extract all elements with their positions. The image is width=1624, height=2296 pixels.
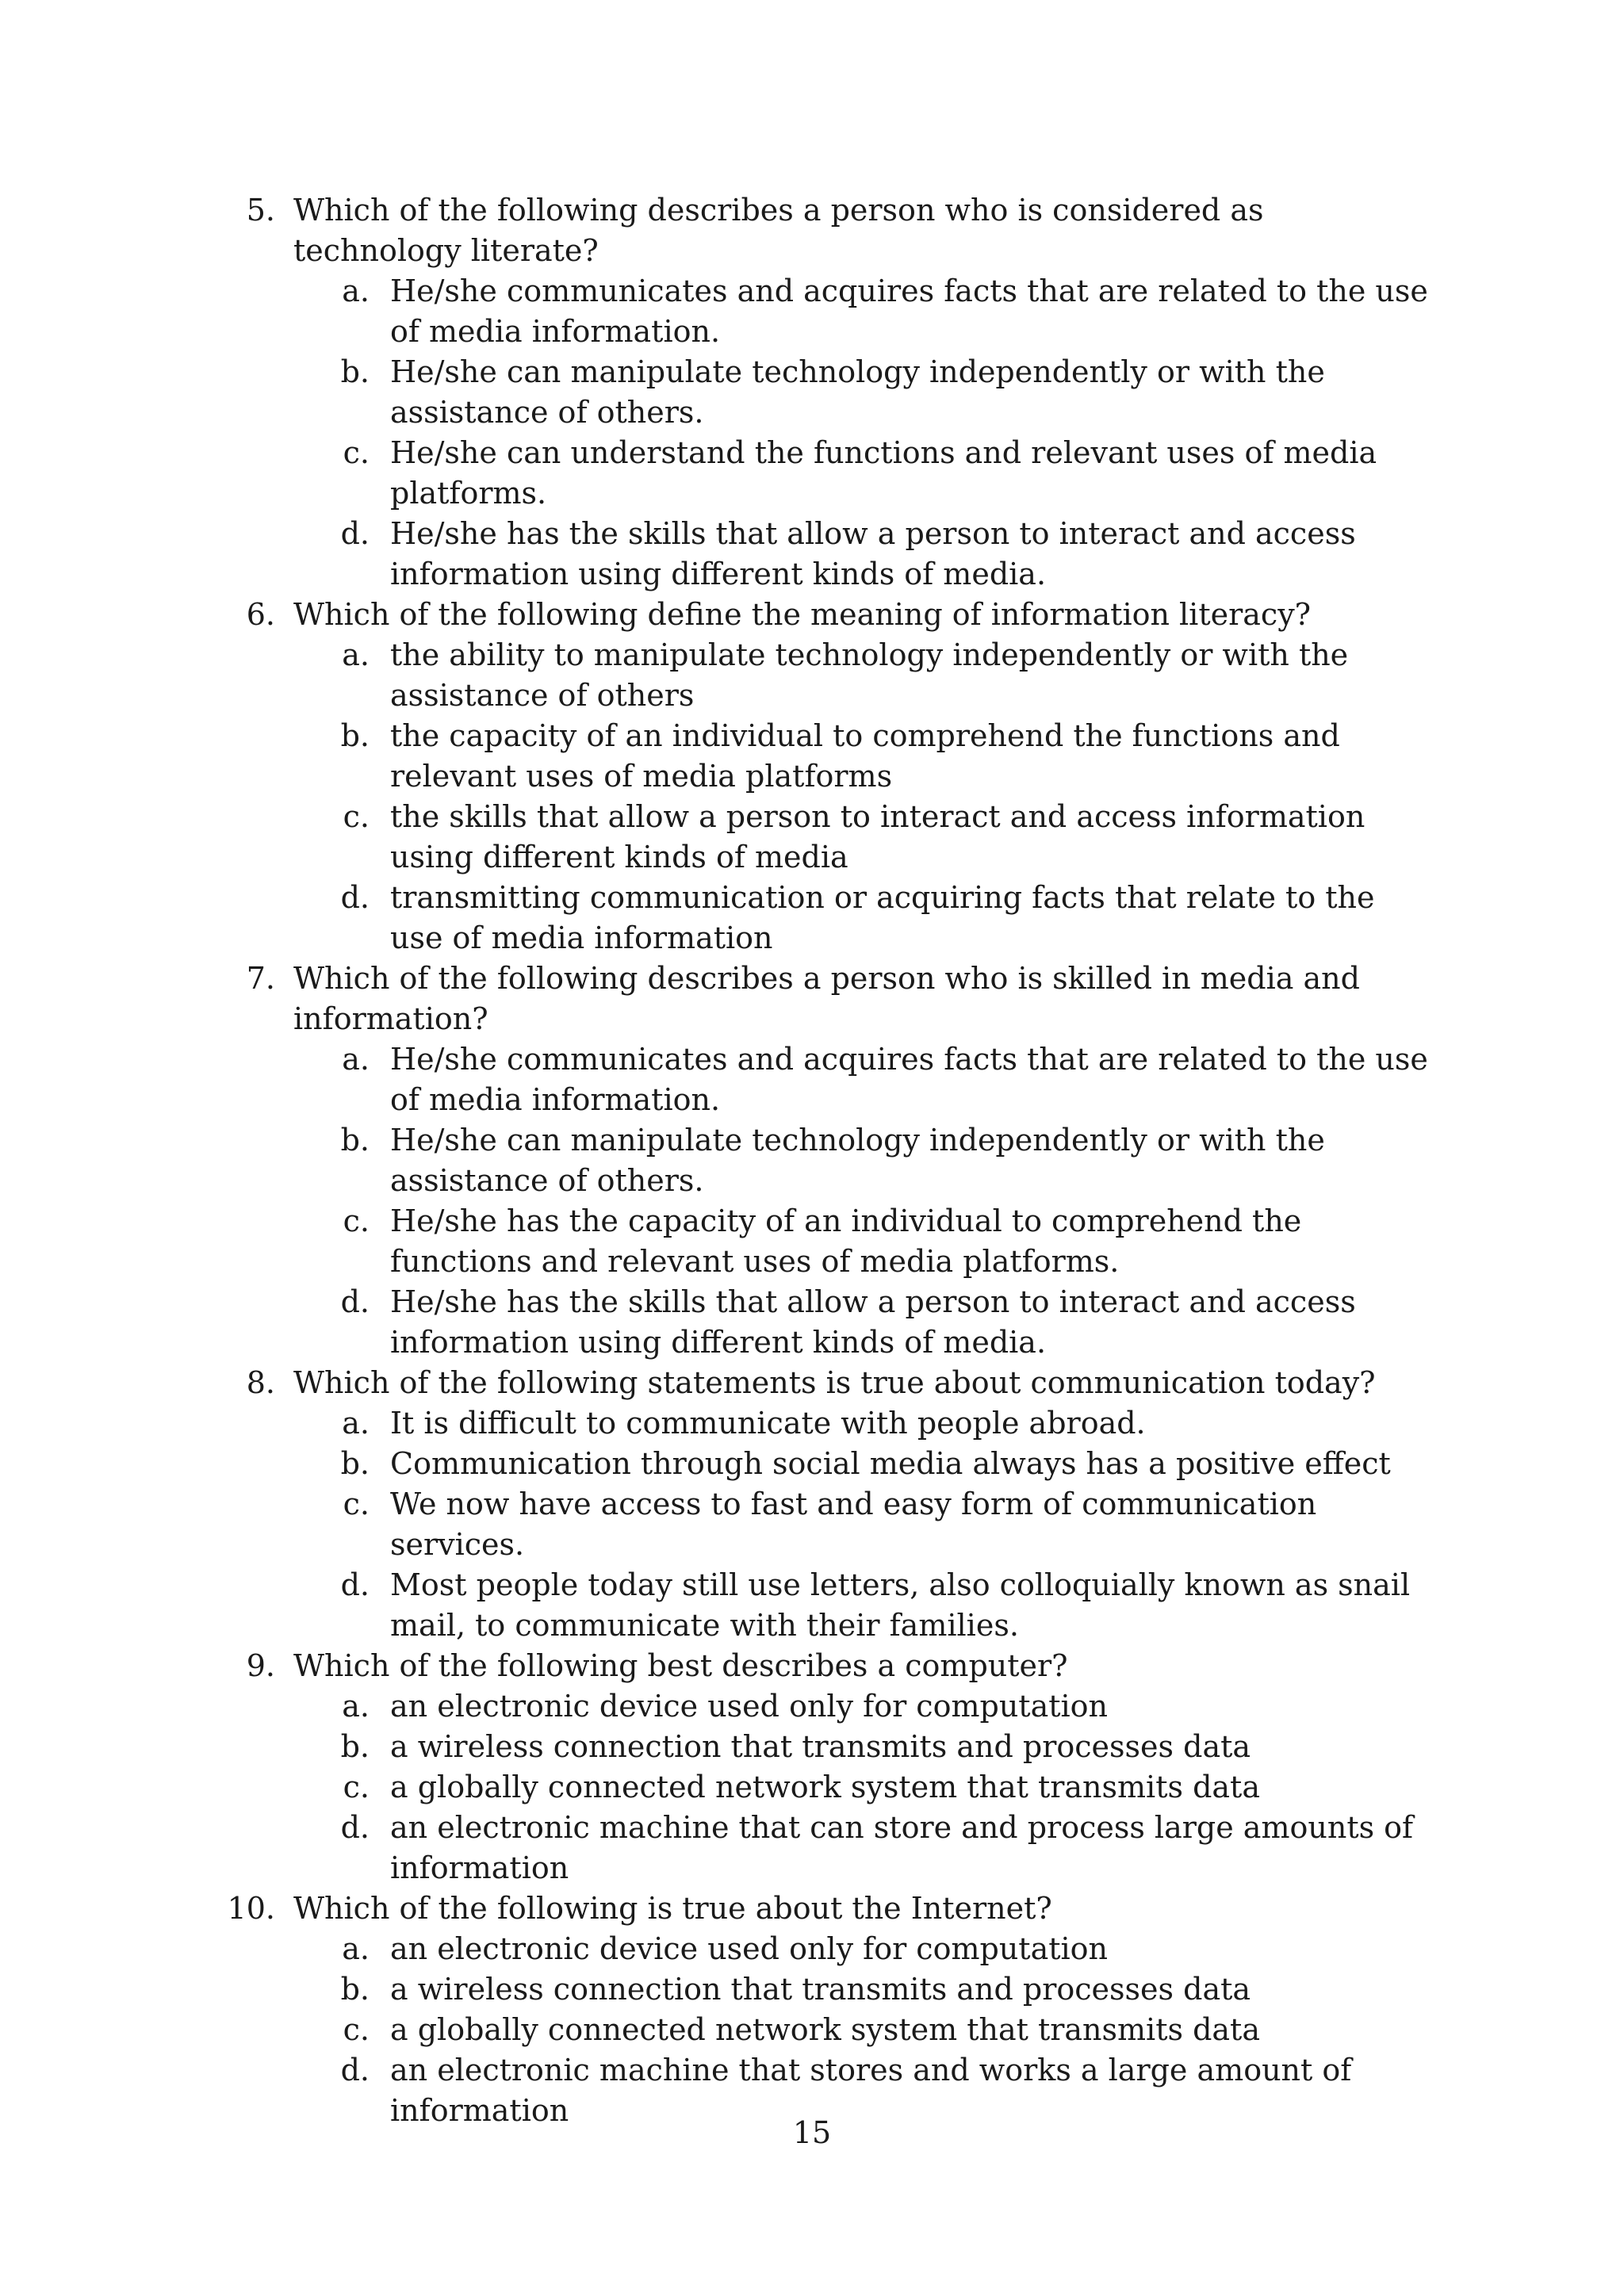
option-letter: c. — [343, 435, 370, 470]
option-text: an electronic device used only for computation — [390, 1689, 1109, 1724]
option-letter: d. — [340, 1284, 370, 1319]
option-text: the capacity of an individual to comprehend the functions and relevant uses of media platforms — [390, 718, 1340, 794]
option-a — [0, 635, 1624, 716]
option-a — [0, 1686, 1624, 1727]
option-letter: a. — [342, 274, 370, 308]
option-a — [0, 1929, 1624, 1969]
option-text: a globally connected network system that transmits data — [390, 2012, 1260, 2047]
question-7-options — [0, 1039, 1624, 1363]
option-text: Communication through social media always has a positive effect — [390, 1446, 1391, 1481]
option-letter: a. — [342, 637, 370, 672]
option-c — [0, 433, 1624, 514]
question-number: 9. — [246, 1648, 275, 1683]
question-8-options — [0, 1403, 1624, 1646]
option-letter: c. — [343, 1770, 370, 1804]
question-5-options — [0, 271, 1624, 595]
question-text: Which of the following statements is true about communication today? — [293, 1365, 1376, 1400]
option-letter: a. — [342, 1689, 370, 1724]
option-letter: b. — [340, 354, 370, 389]
question-5 — [0, 190, 1624, 271]
option-text: a wireless connection that transmits and processes data — [390, 1972, 1251, 2007]
option-b — [0, 1727, 1624, 1767]
option-text: He/she has the skills that allow a person to interact and access information using different kinds of media. — [390, 516, 1356, 591]
option-d — [0, 878, 1624, 959]
option-letter: d. — [340, 1810, 370, 1845]
question-number: 8. — [246, 1365, 275, 1400]
option-b — [0, 352, 1624, 433]
question-text: Which of the following describes a person who is skilled in media and information? — [293, 961, 1360, 1036]
question-9-options — [0, 1686, 1624, 1888]
option-text: He/she has the capacity of an individual to comprehend the functions and relevant uses of media platforms. — [390, 1203, 1302, 1279]
option-text: a globally connected network system that transmits data — [390, 1770, 1260, 1804]
page-number: 15 — [792, 2115, 832, 2150]
question-6-options — [0, 635, 1624, 959]
option-letter: b. — [340, 1972, 370, 2007]
option-letter: b. — [340, 1123, 370, 1158]
option-a — [0, 1403, 1624, 1444]
option-text: an electronic machine that stores and works a large amount of information — [390, 2053, 1352, 2128]
option-b — [0, 716, 1624, 797]
question-6 — [0, 595, 1624, 635]
question-text: Which of the following best describes a computer? — [293, 1648, 1068, 1683]
option-text: It is difficult to communicate with people abroad. — [390, 1406, 1146, 1441]
option-c — [0, 1484, 1624, 1565]
option-d — [0, 1808, 1624, 1888]
option-text: We now have access to fast and easy form of communication services. — [390, 1487, 1317, 1562]
question-10-options — [0, 1929, 1624, 2131]
option-b — [0, 1969, 1624, 2010]
option-text: transmitting communication or acquiring facts that relate to the use of media information — [390, 880, 1375, 955]
option-d — [0, 1282, 1624, 1363]
question-number: 7. — [246, 961, 275, 996]
option-letter: a. — [342, 1042, 370, 1077]
option-b — [0, 1444, 1624, 1484]
option-letter: d. — [340, 1567, 370, 1602]
option-text: He/she can manipulate technology independently or with the assistance of others. — [390, 1123, 1325, 1198]
option-letter: c. — [343, 1203, 370, 1238]
option-letter: a. — [342, 1406, 370, 1441]
option-c — [0, 2010, 1624, 2050]
option-text: He/she can manipulate technology independently or with the assistance of others. — [390, 354, 1325, 430]
option-text: He/she has the skills that allow a person to interact and access information using different kinds of media. — [390, 1284, 1356, 1360]
option-letter: b. — [340, 1729, 370, 1764]
question-number: 10. — [227, 1891, 275, 1926]
option-d — [0, 1565, 1624, 1646]
option-letter: c. — [343, 799, 370, 834]
option-letter: c. — [343, 2012, 370, 2047]
option-letter: c. — [343, 1487, 370, 1521]
question-7 — [0, 959, 1624, 1039]
option-a — [0, 1039, 1624, 1120]
question-9 — [0, 1646, 1624, 1686]
option-c — [0, 1201, 1624, 1282]
option-c — [0, 797, 1624, 878]
option-letter: d. — [340, 2053, 370, 2087]
option-c — [0, 1767, 1624, 1808]
option-a — [0, 271, 1624, 352]
option-text: an electronic machine that can store and process large amounts of information — [390, 1810, 1414, 1885]
option-letter: a. — [342, 1931, 370, 1966]
question-text: Which of the following define the meaning of information literacy? — [293, 597, 1312, 632]
option-letter: d. — [340, 880, 370, 915]
option-text: the skills that allow a person to interact and access information using different kinds of media — [390, 799, 1365, 874]
question-number: 5. — [246, 193, 275, 228]
option-text: a wireless connection that transmits and processes data — [390, 1729, 1251, 1764]
option-text: an electronic device used only for computation — [390, 1931, 1109, 1966]
question-text: Which of the following is true about the Internet? — [293, 1891, 1052, 1926]
option-text: Most people today still use letters, also colloquially known as snail mail, to communicate with their families. — [390, 1567, 1411, 1643]
option-letter: b. — [340, 1446, 370, 1481]
option-text: the ability to manipulate technology independently or with the assistance of others — [390, 637, 1349, 713]
question-list — [0, 190, 1624, 2131]
option-text: He/she can understand the functions and relevant uses of media platforms. — [390, 435, 1377, 511]
option-d — [0, 514, 1624, 595]
question-number: 6. — [246, 597, 275, 632]
option-text: He/she communicates and acquires facts that are related to the use of media information. — [390, 274, 1428, 349]
option-letter: d. — [340, 516, 370, 551]
question-10 — [0, 1888, 1624, 1929]
question-8 — [0, 1363, 1624, 1403]
option-text: He/she communicates and acquires facts that are related to the use of media information. — [390, 1042, 1428, 1117]
option-letter: b. — [340, 718, 370, 753]
question-text: Which of the following describes a person who is considered as technology literate? — [293, 193, 1264, 268]
option-b — [0, 1120, 1624, 1201]
